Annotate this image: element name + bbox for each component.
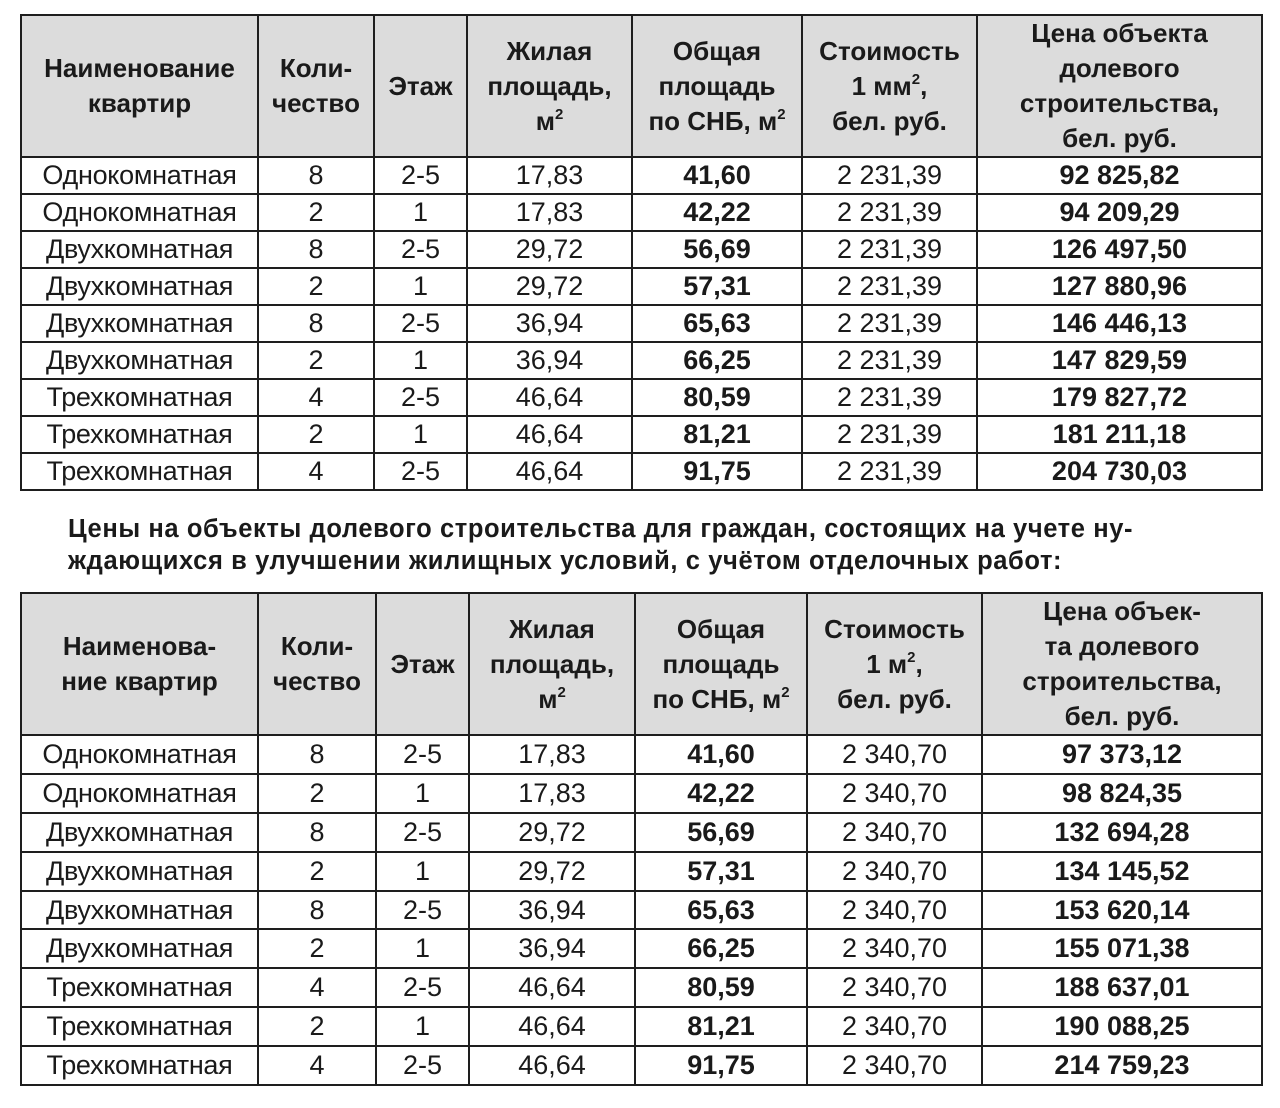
cell-total-area: 80,59 (635, 968, 807, 1007)
header-line: Цена объек- (1043, 596, 1201, 626)
cell-total-area: 91,75 (635, 1046, 807, 1085)
cell-object-price: 190 088,25 (982, 1007, 1262, 1046)
header-line: 1 $мм^2$, (851, 70, 928, 101)
header-line: по СНБ, $м^2$ (648, 105, 786, 136)
header-line: бел. руб. (1064, 701, 1180, 731)
table-row (21, 813, 1262, 852)
cell-living-area: 29,72 (469, 813, 635, 852)
cell-cost-per-unit: 2 231,39 (802, 379, 977, 416)
cell-object-price: 97 373,12 (982, 735, 1262, 774)
cell-floor: 2-5 (376, 968, 469, 1007)
cell-floor: 1 (374, 342, 467, 379)
cell-quantity: 2 (258, 342, 374, 379)
header-line: Наименование (44, 53, 235, 83)
table-row (21, 1046, 1262, 1085)
header-line: бел. руб. (837, 683, 952, 714)
header-line: строительства, (1022, 666, 1222, 696)
header-line: квартир (87, 88, 192, 118)
cell-living-area: 36,94 (467, 342, 632, 379)
cell-quantity: 2 (258, 416, 374, 453)
table-row (21, 891, 1262, 930)
header-object-price (977, 15, 1262, 157)
cell-quantity: 2 (258, 194, 374, 231)
cell-apartment-name: Однокомнатная (21, 157, 258, 194)
header-line: Жилая (506, 35, 593, 66)
cell-total-area: 66,25 (632, 342, 802, 379)
cell-object-price: 146 446,13 (977, 305, 1262, 342)
cell-quantity: 8 (258, 813, 376, 852)
header-line: чество (272, 88, 360, 118)
table-row (21, 157, 1262, 194)
table-row (21, 1007, 1262, 1046)
cell-quantity: 8 (258, 305, 374, 342)
cell-object-price: 127 880,96 (977, 268, 1262, 305)
cell-quantity: 4 (258, 1046, 376, 1085)
cell-object-price: 132 694,28 (982, 813, 1262, 852)
cell-apartment-name: Однокомнатная (21, 774, 258, 813)
cell-total-area: 57,31 (632, 268, 802, 305)
cell-living-area: 46,64 (467, 416, 632, 453)
cell-living-area: 29,72 (467, 268, 632, 305)
header-line: Коли- (280, 631, 354, 661)
cell-floor: 2-5 (374, 157, 467, 194)
header-row (21, 593, 1262, 735)
cell-living-area: 46,64 (469, 1046, 635, 1085)
header-line: Общая (676, 613, 766, 644)
cell-object-price: 155 071,38 (982, 929, 1262, 968)
cell-total-area: 91,75 (632, 453, 802, 490)
table-row (21, 268, 1262, 305)
cell-object-price: 153 620,14 (982, 891, 1262, 930)
cell-object-price: 98 824,35 (982, 774, 1262, 813)
cell-floor: 2-5 (374, 453, 467, 490)
cell-living-area: 36,94 (469, 891, 635, 930)
cell-floor: 1 (376, 774, 469, 813)
header-line: 1 $м^2$, (866, 648, 923, 679)
header-line: $м^2$ (535, 105, 564, 136)
cell-object-price: 181 211,18 (977, 416, 1262, 453)
section-heading (68, 513, 1260, 577)
header-line: Жилая (509, 613, 595, 644)
header-cost-per-unit (807, 593, 982, 735)
cell-apartment-name: Двухкомнатная (21, 891, 258, 930)
cell-object-price: 92 825,82 (977, 157, 1262, 194)
header-line: Стоимость (819, 35, 960, 66)
section-heading-line-2: ждающихся в улучшении жилищных условий, с учётом отделочных работ: (68, 547, 1063, 575)
cell-apartment-name: Двухкомнатная (21, 268, 258, 305)
cell-floor: 2-5 (376, 1046, 469, 1085)
cell-living-area: 46,64 (469, 1007, 635, 1046)
header-total-area (632, 15, 802, 157)
table-row (21, 194, 1262, 231)
cell-apartment-name: Трехкомнатная (21, 416, 258, 453)
header-line: бел. руб. (1062, 123, 1177, 153)
header-apartment-name (21, 593, 258, 735)
cell-cost-per-unit: 2 231,39 (802, 342, 977, 379)
cell-quantity: 4 (258, 453, 374, 490)
cell-floor: 2-5 (374, 305, 467, 342)
cell-quantity: 4 (258, 968, 376, 1007)
cell-cost-per-unit: 2 340,70 (807, 774, 982, 813)
cell-living-area: 29,72 (467, 231, 632, 268)
cell-total-area: 56,69 (632, 231, 802, 268)
cell-apartment-name: Трехкомнатная (21, 1046, 258, 1085)
cell-quantity: 8 (258, 735, 376, 774)
table-body (21, 735, 1262, 1085)
cell-apartment-name: Трехкомнатная (21, 1007, 258, 1046)
cell-quantity: 2 (258, 852, 376, 891)
cell-apartment-name: Двухкомнатная (21, 813, 258, 852)
cell-cost-per-unit: 2 340,70 (807, 735, 982, 774)
header-line: долевого (1059, 53, 1180, 83)
header-row (21, 15, 1262, 157)
cell-object-price: 126 497,50 (977, 231, 1262, 268)
section-heading-line-1: Цены на объекты долевого строительства для граждан, состоящих на учете ну- (68, 515, 1134, 543)
cell-total-area: 65,63 (635, 891, 807, 930)
cell-floor: 1 (376, 929, 469, 968)
cell-cost-per-unit: 2 340,70 (807, 813, 982, 852)
table-row (21, 968, 1262, 1007)
cell-cost-per-unit: 2 340,70 (807, 852, 982, 891)
header-line: по СНБ, $м^2$ (652, 683, 790, 714)
price-table-with-finishing (20, 592, 1263, 1086)
cell-cost-per-unit: 2 231,39 (802, 231, 977, 268)
header-line: ние квартир (61, 666, 218, 696)
header-line: Этаж (390, 648, 455, 679)
header-quantity (258, 593, 376, 735)
cell-object-price: 188 637,01 (982, 968, 1262, 1007)
table-row (21, 774, 1262, 813)
cell-total-area: 65,63 (632, 305, 802, 342)
cell-apartment-name: Трехкомнатная (21, 453, 258, 490)
header-line: та долевого (1044, 631, 1200, 661)
cell-apartment-name: Однокомнатная (21, 194, 258, 231)
cell-floor: 1 (374, 268, 467, 305)
cell-cost-per-unit: 2 340,70 (807, 1046, 982, 1085)
cell-object-price: 214 759,23 (982, 1046, 1262, 1085)
cell-total-area: 81,21 (632, 416, 802, 453)
cell-total-area: 42,22 (635, 774, 807, 813)
cell-apartment-name: Трехкомнатная (21, 968, 258, 1007)
header-quantity (258, 15, 374, 157)
header-line: $м^2$ (538, 683, 566, 714)
header-cost-per-unit (802, 15, 977, 157)
header-line: Общая (672, 35, 762, 66)
cell-quantity: 2 (258, 929, 376, 968)
cell-cost-per-unit: 2 340,70 (807, 891, 982, 930)
cell-floor: 2-5 (374, 379, 467, 416)
header-total-area (635, 593, 807, 735)
cell-apartment-name: Трехкомнатная (21, 379, 258, 416)
cell-floor: 2-5 (376, 735, 469, 774)
cell-living-area: 17,83 (467, 157, 632, 194)
cell-cost-per-unit: 2 340,70 (807, 929, 982, 968)
cell-cost-per-unit: 2 231,39 (802, 268, 977, 305)
cell-living-area: 17,83 (469, 774, 635, 813)
cell-quantity: 8 (258, 891, 376, 930)
cell-floor: 2-5 (376, 813, 469, 852)
cell-floor: 2-5 (374, 231, 467, 268)
header-line: Стоимость (824, 613, 965, 644)
table-row (21, 929, 1262, 968)
header-line: Коли- (279, 53, 353, 83)
cell-total-area: 66,25 (635, 929, 807, 968)
cell-quantity: 2 (258, 774, 376, 813)
cell-total-area: 56,69 (635, 813, 807, 852)
header-line: чество (273, 666, 361, 696)
header-floor (376, 593, 469, 735)
cell-cost-per-unit: 2 231,39 (802, 453, 977, 490)
cell-cost-per-unit: 2 340,70 (807, 968, 982, 1007)
cell-apartment-name: Двухкомнатная (21, 929, 258, 968)
cell-total-area: 41,60 (632, 157, 802, 194)
cell-object-price: 94 209,29 (977, 194, 1262, 231)
cell-living-area: 36,94 (469, 929, 635, 968)
table-body (21, 157, 1262, 490)
cell-cost-per-unit: 2 231,39 (802, 194, 977, 231)
table-row (21, 305, 1262, 342)
header-line: площадь (658, 70, 776, 101)
header-line: площадь, (487, 70, 612, 101)
cell-object-price: 204 730,03 (977, 453, 1262, 490)
cell-object-price: 179 827,72 (977, 379, 1262, 416)
table-row (21, 735, 1262, 774)
cell-quantity: 2 (258, 1007, 376, 1046)
cell-cost-per-unit: 2 231,39 (802, 416, 977, 453)
cell-quantity: 2 (258, 268, 374, 305)
cell-living-area: 17,83 (469, 735, 635, 774)
table-row (21, 231, 1262, 268)
cell-living-area: 17,83 (467, 194, 632, 231)
cell-floor: 2-5 (376, 891, 469, 930)
cell-living-area: 46,64 (467, 379, 632, 416)
price-table-standard (20, 14, 1263, 491)
cell-cost-per-unit: 2 340,70 (807, 1007, 982, 1046)
cell-floor: 1 (376, 852, 469, 891)
cell-living-area: 29,72 (469, 852, 635, 891)
header-line: строительства, (1019, 88, 1220, 118)
cell-quantity: 8 (258, 231, 374, 268)
cell-apartment-name: Двухкомнатная (21, 342, 258, 379)
header-line: Этаж (388, 70, 453, 101)
cell-floor: 1 (374, 194, 467, 231)
table-row (21, 416, 1262, 453)
header-apartment-name (21, 15, 258, 157)
cell-cost-per-unit: 2 231,39 (802, 305, 977, 342)
cell-total-area: 81,21 (635, 1007, 807, 1046)
header-floor (374, 15, 467, 157)
cell-object-price: 134 145,52 (982, 852, 1262, 891)
header-line: Наименова- (62, 631, 217, 661)
header-living-area (467, 15, 632, 157)
table-row (21, 852, 1262, 891)
header-line: бел. руб. (832, 105, 947, 136)
cell-total-area: 57,31 (635, 852, 807, 891)
cell-apartment-name: Двухкомнатная (21, 305, 258, 342)
cell-apartment-name: Двухкомнатная (21, 852, 258, 891)
header-line: площадь, (489, 648, 615, 679)
header-object-price (982, 593, 1262, 735)
cell-total-area: 42,22 (632, 194, 802, 231)
cell-quantity: 8 (258, 157, 374, 194)
table-row (21, 342, 1262, 379)
header-line: Цена объекта (1031, 18, 1208, 48)
cell-floor: 1 (376, 1007, 469, 1046)
cell-cost-per-unit: 2 231,39 (802, 157, 977, 194)
cell-apartment-name: Двухкомнатная (21, 231, 258, 268)
cell-living-area: 36,94 (467, 305, 632, 342)
table-row (21, 379, 1262, 416)
cell-quantity: 4 (258, 379, 374, 416)
cell-living-area: 46,64 (469, 968, 635, 1007)
cell-object-price: 147 829,59 (977, 342, 1262, 379)
cell-living-area: 46,64 (467, 453, 632, 490)
cell-apartment-name: Однокомнатная (21, 735, 258, 774)
cell-total-area: 80,59 (632, 379, 802, 416)
header-living-area (469, 593, 635, 735)
cell-floor: 1 (374, 416, 467, 453)
cell-total-area: 41,60 (635, 735, 807, 774)
table-row (21, 453, 1262, 490)
header-line: площадь (662, 648, 780, 679)
